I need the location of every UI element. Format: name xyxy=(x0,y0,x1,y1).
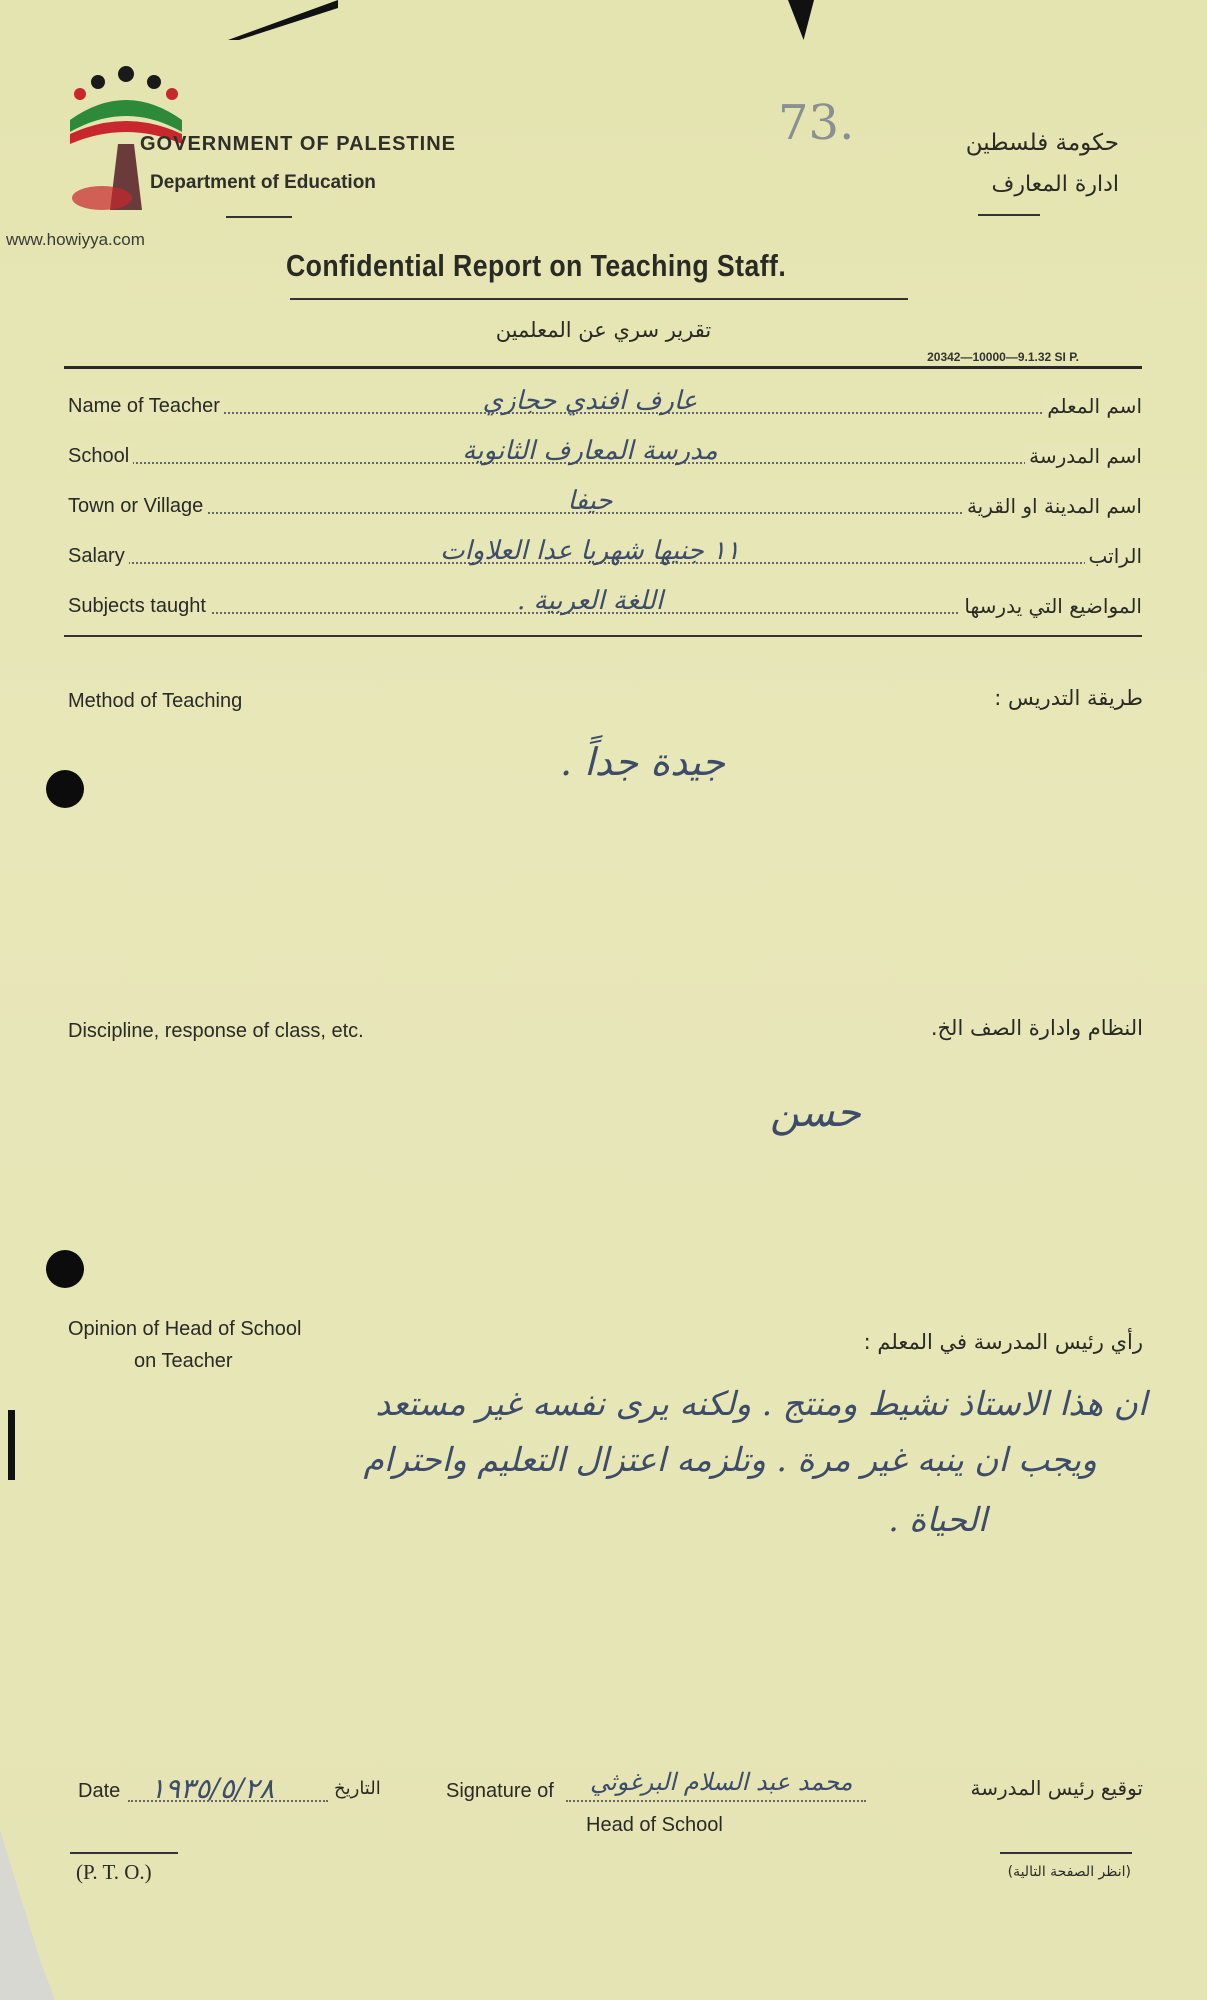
pto-en: (P. T. O.) xyxy=(76,1860,152,1884)
top-tear-mark xyxy=(788,0,814,40)
opinion-label-en: Opinion of Head of School xyxy=(68,1318,302,1340)
signature-label-ar: توقيع رئيس المدرسة xyxy=(970,1776,1143,1800)
method-label-en: Method of Teaching xyxy=(68,690,243,712)
watermark-site: www.howiyya.com xyxy=(6,230,145,249)
opinion-line-2: ويجب ان ينبه غير مرة . وتلزمه اعتزال التعليم واحترام xyxy=(363,1440,1097,1479)
opinion-label-en-2: on Teacher xyxy=(134,1350,233,1372)
pto-ar: (انظر الصفحة التالية) xyxy=(1007,1864,1131,1880)
field-row-school xyxy=(68,434,1142,472)
field-label-ar: المواضيع التي يدرسها xyxy=(960,594,1142,618)
field-label-en: Name of Teacher xyxy=(68,395,224,418)
government-title-ar: حكومة فلسطين xyxy=(965,130,1119,156)
field-label-ar: الراتب xyxy=(1085,544,1142,568)
field-value-handwritten: ١١ جنيها شهريا عدا العلاوات xyxy=(440,536,740,566)
field-label-en: Salary xyxy=(68,545,129,568)
discipline-value-handwritten: حسن xyxy=(770,1090,861,1136)
report-title-en: Confidential Report on Teaching Staff. xyxy=(286,248,787,283)
footer-rule-left xyxy=(70,1852,178,1854)
field-value-handwritten: مدرسة المعارف الثانوية xyxy=(462,436,718,466)
date-value-handwritten: ١٩٣٥/٥/٢٨ xyxy=(150,1772,275,1805)
field-value-handwritten: اللغة العربية . xyxy=(516,586,664,616)
government-title-en: GOVERNMENT OF PALESTINE xyxy=(140,133,456,155)
field-row-teacher xyxy=(68,384,1142,422)
fields-divider xyxy=(64,635,1142,637)
method-value-handwritten: جيدة جداً . xyxy=(560,740,726,784)
signature-value-handwritten: محمد عبد السلام البرغوثي xyxy=(590,1768,853,1796)
field-row-subjects xyxy=(68,584,1142,622)
header-rule-ar xyxy=(978,214,1040,216)
field-label-ar: اسم المعلم xyxy=(1043,394,1142,418)
header-rule-en xyxy=(226,216,292,218)
print-code: 20342—10000—9.1.32 SI P. xyxy=(927,350,1079,364)
field-row-salary xyxy=(68,534,1142,572)
field-value-handwritten: عارف افندي حجازي xyxy=(482,386,698,416)
page-number: 73. xyxy=(778,95,855,151)
discipline-label-en: Discipline, response of class, etc. xyxy=(68,1020,364,1042)
field-label-ar: اسم المدينة او القرية xyxy=(963,494,1142,518)
date-label-ar: التاريخ xyxy=(334,1778,381,1799)
punch-hole-top xyxy=(46,770,84,808)
punch-hole-bottom xyxy=(46,1250,84,1288)
field-label-ar: اسم المدرسة xyxy=(1025,444,1142,468)
signature-line xyxy=(566,1800,866,1802)
opinion-label-ar: رأي رئيس المدرسة في المعلم : xyxy=(863,1330,1143,1354)
field-label-en: Subjects taught xyxy=(68,595,210,618)
date-label-en: Date xyxy=(78,1780,121,1802)
corner-tear-mark xyxy=(228,0,338,40)
left-edge-tear xyxy=(0,1400,70,2000)
margin-mark xyxy=(8,1410,15,1480)
method-label-ar: طريقة التدريس : xyxy=(994,686,1143,710)
department-title-ar: ادارة المعارف xyxy=(991,172,1119,197)
header-divider xyxy=(64,366,1142,369)
report-title-ar: تقرير سري عن المعلمين xyxy=(495,318,712,342)
department-title-en: Department of Education xyxy=(150,172,376,193)
footer-rule-right xyxy=(1000,1852,1132,1854)
opinion-line-3: الحياة . xyxy=(888,1500,987,1539)
field-label-en: School xyxy=(68,445,133,468)
field-label-en: Town or Village xyxy=(68,495,207,518)
field-row-town xyxy=(68,484,1142,522)
opinion-line-1: ان هذا الاستاذ نشيط ومنتج . ولكنه يرى نفسه غير مستعد xyxy=(375,1384,1147,1423)
signature-label-en-2: Head of School xyxy=(586,1814,723,1836)
signature-label-en: Signature of xyxy=(446,1780,554,1802)
title-underline xyxy=(290,298,908,300)
discipline-label-ar: النظام وادارة الصف الخ. xyxy=(930,1016,1143,1040)
field-value-handwritten: حيفا xyxy=(567,486,613,516)
